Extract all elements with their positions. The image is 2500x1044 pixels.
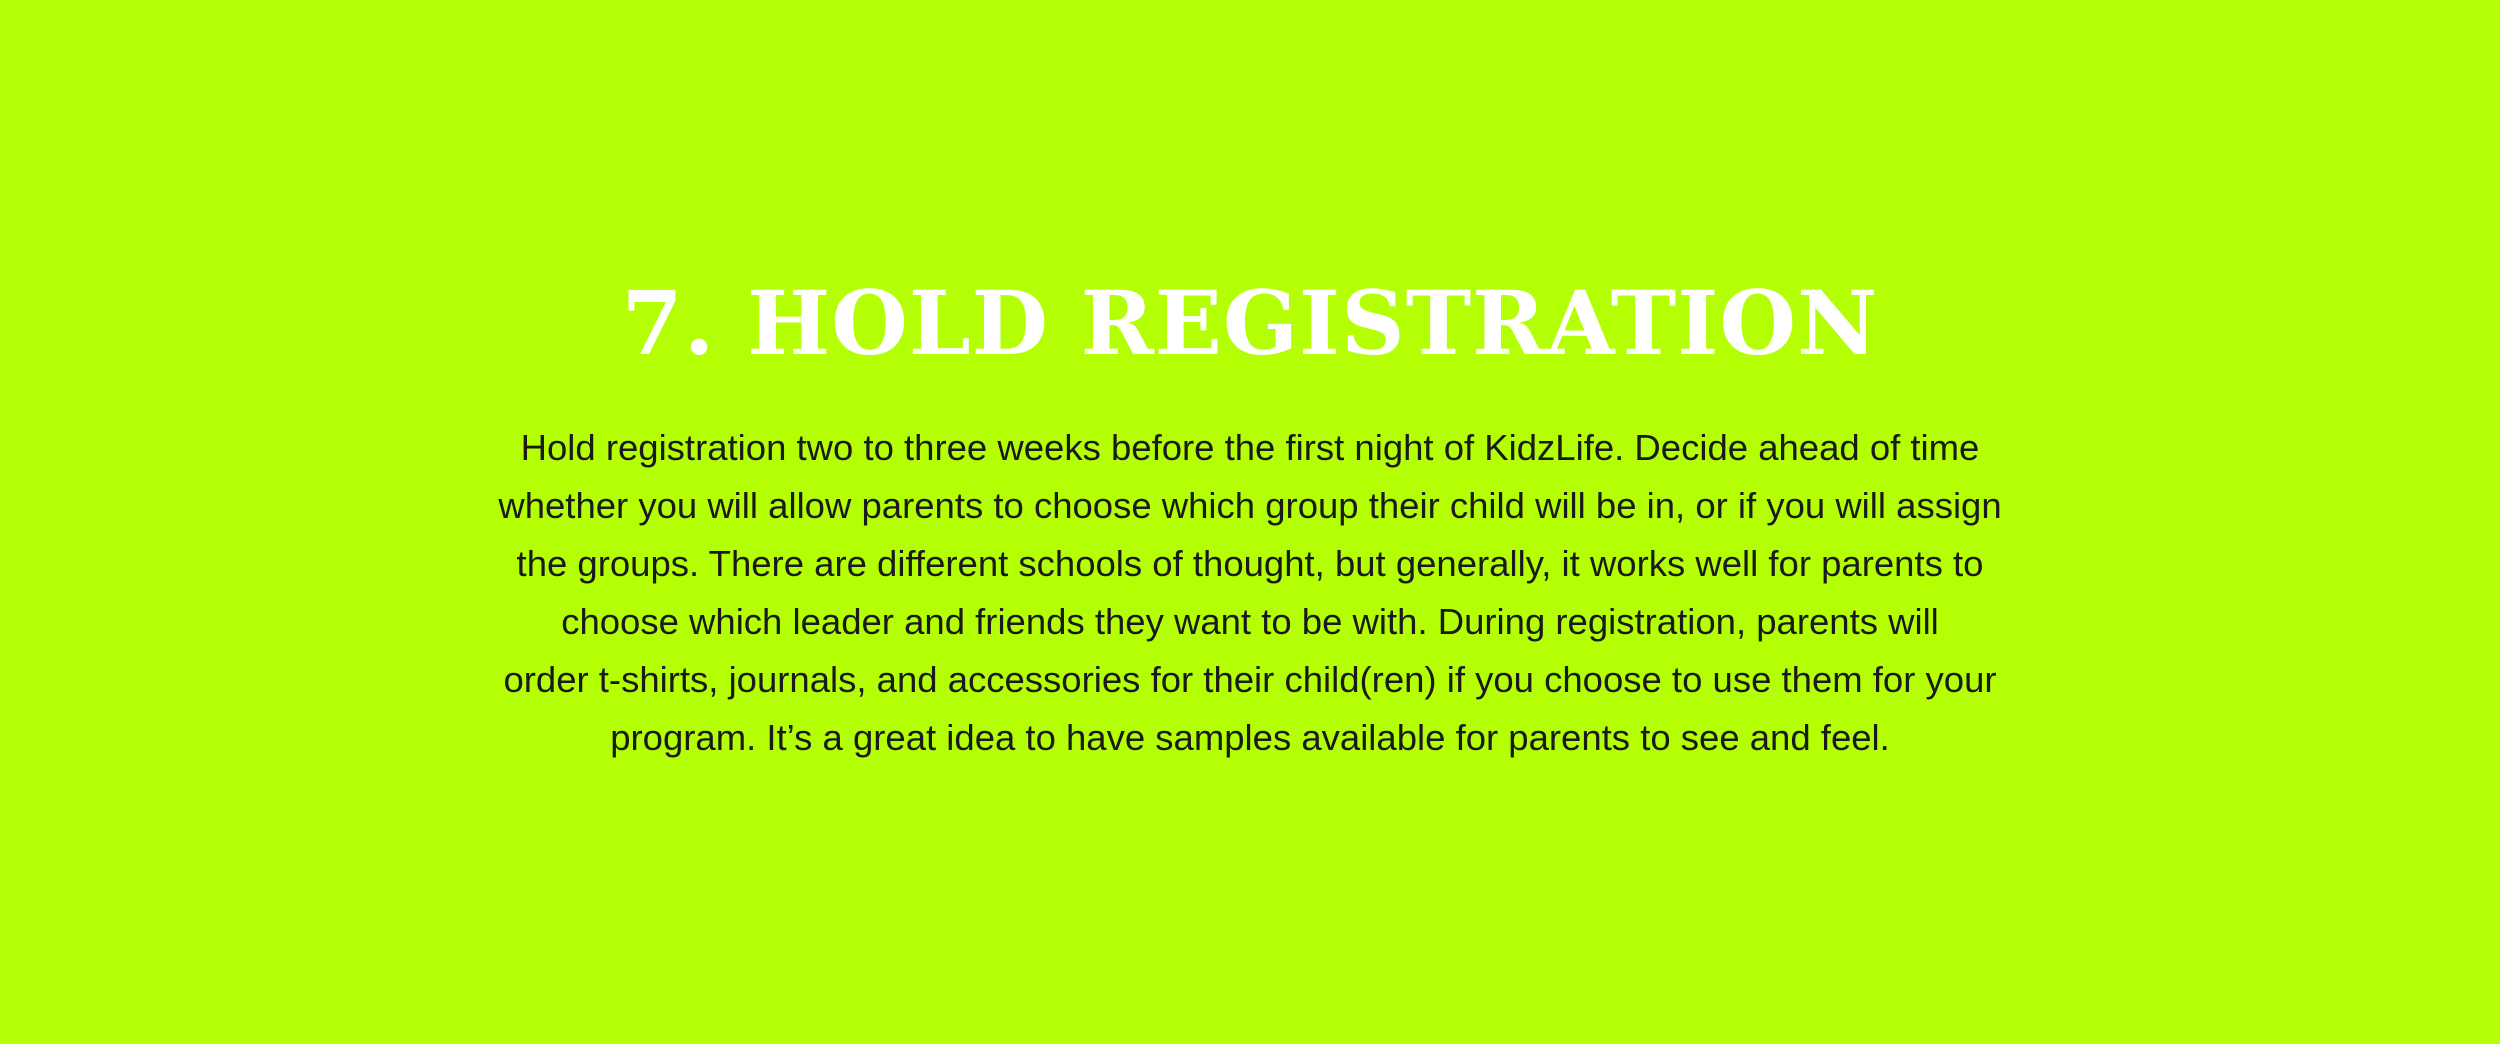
body-paragraph: [400, 419, 2100, 767]
paragraph-line: choose which leader and friends they want to be with. During registration, parents will: [561, 601, 1939, 642]
paragraph-line: whether you will allow parents to choose which group their child will be in, or if you will assign: [498, 485, 2002, 526]
paragraph-line: Hold registration two to three weeks before the first night of KidzLife. Decide ahead of time: [520, 427, 1980, 468]
paragraph-line: program. It’s a great idea to have samples available for parents to see and feel.: [610, 717, 1890, 758]
paragraph-line: the groups. There are different schools of thought, but generally, it works well for parents to: [516, 543, 1984, 584]
paragraph-line: order t-shirts, journals, and accessories for their child(ren) if you choose to use them for your: [503, 659, 1997, 700]
section-heading: 7. HOLD REGISTRATION: [621, 271, 1879, 375]
